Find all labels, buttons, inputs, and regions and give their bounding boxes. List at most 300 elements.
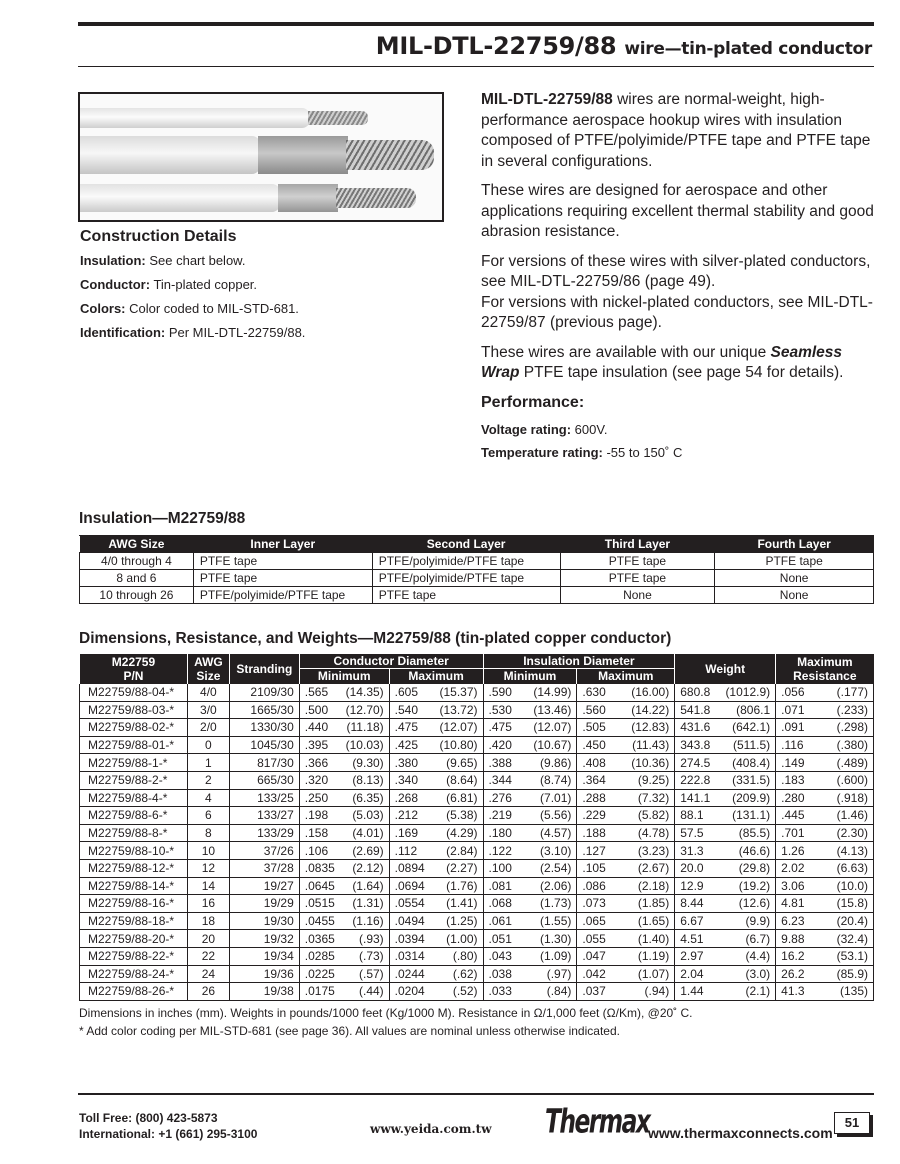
seamless-wrap-label: Seamless Wrap — [481, 343, 843, 381]
header-res-line2: Resistance — [793, 668, 857, 683]
construction-label: Colors: — [80, 301, 126, 316]
table-cell: 18 — [187, 912, 229, 930]
value-inch: 20.0 — [680, 861, 704, 876]
value-metric: (.177) — [836, 685, 868, 700]
table-cell: 2 — [187, 771, 229, 789]
value-inch: .0175 — [304, 984, 335, 999]
table-cell: 1045/30 — [229, 736, 299, 754]
value-metric: (.52) — [452, 984, 478, 999]
table-cell-pair — [483, 842, 577, 860]
table-cell: M22759/88-03-* — [80, 701, 188, 719]
insulation-cell: PTFE tape — [193, 553, 372, 570]
construction-identification — [80, 324, 460, 341]
value-inch: 6.67 — [680, 914, 704, 929]
value-metric: (.600) — [836, 773, 868, 788]
value-inch: .605 — [394, 685, 419, 700]
table-cell: 1 — [187, 754, 229, 772]
insulation-row — [80, 587, 874, 604]
value-metric: (29.8) — [738, 861, 771, 876]
value-inch: 26.2 — [781, 966, 805, 981]
value-inch: .268 — [394, 790, 419, 805]
table-cell-pair — [483, 947, 577, 965]
contact-phones — [79, 1110, 257, 1142]
table-cell-pair — [776, 947, 874, 965]
construction-heading: Construction Details — [80, 228, 237, 245]
table-cell: 24 — [187, 965, 229, 983]
table-cell: 19/34 — [229, 947, 299, 965]
value-inch: .183 — [781, 773, 805, 788]
value-metric: (331.5) — [732, 773, 771, 788]
table-cell-pair — [483, 736, 577, 754]
value-metric: (12.6) — [738, 896, 771, 911]
table-cell-pair — [483, 859, 577, 877]
table-cell-pair — [776, 771, 874, 789]
value-metric: (12.83) — [631, 720, 670, 735]
table-cell: M22759/88-01-* — [80, 736, 188, 754]
value-metric: (16.00) — [631, 685, 670, 700]
value-inch: .042 — [582, 966, 606, 981]
value-inch: .071 — [781, 702, 805, 717]
construction-conductor — [80, 276, 460, 293]
table-row — [80, 842, 874, 860]
intro-text — [481, 90, 876, 467]
value-metric: (1.85) — [637, 896, 670, 911]
insulation-title: Insulation—M22759/88 — [79, 510, 246, 527]
value-metric: (2.69) — [352, 843, 384, 858]
table-cell-pair — [675, 895, 776, 913]
table-cell-pair — [776, 684, 874, 702]
value-metric: (1.65) — [637, 914, 670, 929]
table-cell-pair — [776, 754, 874, 772]
value-inch: .530 — [488, 702, 512, 717]
value-inch: .366 — [304, 755, 329, 770]
construction-label: Conductor: — [80, 277, 151, 292]
value-metric: (4.4) — [745, 949, 771, 964]
table-cell: 1330/30 — [229, 719, 299, 737]
thermax-url[interactable]: www.thermaxconnects.com — [648, 1125, 833, 1141]
table-cell-pair — [299, 736, 389, 754]
value-inch: .219 — [488, 808, 512, 823]
table-cell: 2109/30 — [229, 684, 299, 702]
top-rule — [78, 22, 874, 26]
value-inch: .169 — [394, 826, 419, 841]
table-row — [80, 684, 874, 702]
value-inch: .188 — [582, 826, 606, 841]
value-metric: (1.73) — [540, 896, 572, 911]
value-metric: (6.7) — [745, 931, 771, 946]
table-cell-pair — [675, 947, 776, 965]
value-inch: .590 — [488, 685, 512, 700]
intro-silver-note: For versions of these wires with silver-plated conductors, see MIL-DTL-22759/86 (page 49). — [481, 252, 871, 290]
table-cell-pair — [483, 895, 577, 913]
value-inch: .340 — [394, 773, 419, 788]
value-metric: (6.63) — [836, 861, 868, 876]
value-metric: (53.1) — [836, 949, 868, 964]
value-inch: .033 — [488, 984, 512, 999]
value-inch: 2.02 — [781, 861, 805, 876]
value-metric: (5.38) — [446, 808, 478, 823]
value-inch: .127 — [582, 843, 606, 858]
table-cell-pair — [299, 930, 389, 948]
header-stranding: Stranding — [229, 654, 299, 684]
value-inch: 88.1 — [680, 808, 704, 823]
value-inch: .100 — [488, 861, 512, 876]
value-inch: .440 — [304, 720, 329, 735]
value-metric: (408.4) — [732, 755, 771, 770]
bottom-rule — [78, 1093, 874, 1095]
value-inch: .091 — [781, 720, 805, 735]
header-weight: Weight — [675, 654, 776, 684]
table-cell-pair — [389, 912, 483, 930]
construction-details — [80, 228, 460, 348]
value-inch: .055 — [582, 931, 606, 946]
table-cell-pair — [389, 895, 483, 913]
value-metric: (1.64) — [352, 878, 384, 893]
table-cell-pair — [299, 701, 389, 719]
value-inch: .043 — [488, 949, 512, 964]
table-cell-pair — [776, 895, 874, 913]
table-cell: 817/30 — [229, 754, 299, 772]
insulation-header: AWG Size — [80, 536, 194, 553]
value-inch: .0694 — [394, 878, 425, 893]
value-metric: (1.25) — [446, 914, 478, 929]
table-cell-pair — [389, 965, 483, 983]
insulation-cell: PTFE tape — [193, 570, 372, 587]
value-inch: .0835 — [304, 861, 335, 876]
table-cell-pair — [675, 912, 776, 930]
table-cell-pair — [577, 719, 675, 737]
value-inch: .0314 — [394, 949, 425, 964]
table-cell: M22759/88-22-* — [80, 947, 188, 965]
value-metric: (11.18) — [346, 720, 384, 735]
value-inch: 57.5 — [680, 826, 704, 841]
table-cell-pair — [389, 983, 483, 1001]
table-cell-pair — [675, 930, 776, 948]
table-cell-pair — [776, 701, 874, 719]
value-inch: .408 — [582, 755, 606, 770]
value-inch: .0894 — [394, 861, 425, 876]
value-inch: .0455 — [304, 914, 335, 929]
insulation-cell: PTFE/polyimide/PTFE tape — [372, 553, 560, 570]
value-metric: (15.37) — [439, 685, 478, 700]
header-resistance — [776, 654, 874, 684]
value-inch: .061 — [488, 914, 512, 929]
value-metric: (10.0) — [836, 878, 868, 893]
table-cell-pair — [675, 701, 776, 719]
intro-paragraph-4 — [481, 343, 876, 384]
table-cell-pair — [483, 684, 577, 702]
table-cell-pair — [675, 754, 776, 772]
table-cell-pair — [389, 877, 483, 895]
table-cell: M22759/88-6-* — [80, 807, 188, 825]
header-pn-line2: P/N — [123, 668, 144, 683]
table-cell: M22759/88-02-* — [80, 719, 188, 737]
table-cell-pair — [299, 807, 389, 825]
table-cell-pair — [577, 983, 675, 1001]
value-inch: 8.44 — [680, 896, 704, 911]
insulation-cell: 4/0 through 4 — [80, 553, 194, 570]
insulation-header: Fourth Layer — [715, 536, 874, 553]
table-cell-pair — [776, 912, 874, 930]
header-insulation-diameter: Insulation Diameter — [483, 654, 675, 669]
value-inch: .198 — [304, 808, 329, 823]
value-metric: (1.55) — [540, 914, 572, 929]
table-cell: 4 — [187, 789, 229, 807]
table-cell: 0 — [187, 736, 229, 754]
insulation-cell: PTFE tape — [560, 570, 715, 587]
value-inch: .475 — [488, 720, 512, 735]
value-inch: 680.8 — [680, 685, 711, 700]
value-metric: (2.30) — [836, 826, 868, 841]
value-inch: .445 — [781, 808, 805, 823]
value-inch: 6.23 — [781, 914, 805, 929]
value-metric: (1.19) — [637, 949, 670, 964]
value-metric: (1.40) — [637, 931, 670, 946]
intro-p4-post: PTFE tape insulation (see page 54 for details). — [519, 364, 844, 381]
value-inch: .0244 — [394, 966, 425, 981]
intro-paragraph-3 — [481, 252, 876, 334]
value-inch: .276 — [488, 790, 512, 805]
table-cell-pair — [776, 965, 874, 983]
value-inch: .395 — [304, 738, 329, 753]
table-cell-pair — [675, 789, 776, 807]
value-metric: (1.30) — [540, 931, 572, 946]
value-metric: (4.01) — [352, 826, 384, 841]
value-metric: (2.27) — [446, 861, 478, 876]
voltage-value: 600V. — [574, 422, 608, 437]
table-cell-pair — [299, 859, 389, 877]
value-inch: .073 — [582, 896, 606, 911]
note-units: Dimensions in inches (mm). Weights in pounds/1000 feet (Kg/1000 M). Resistance in Ω/1,000 feet (Ω/Km), @20˚ C. — [79, 1006, 693, 1020]
table-cell-pair — [483, 912, 577, 930]
value-metric: (5.82) — [637, 808, 670, 823]
table-cell: 19/27 — [229, 877, 299, 895]
page-title — [376, 32, 872, 60]
value-metric: (32.4) — [836, 931, 868, 946]
value-inch: .500 — [304, 702, 329, 717]
value-metric: (511.5) — [733, 738, 771, 753]
value-metric: (.380) — [836, 738, 868, 753]
table-cell-pair — [577, 771, 675, 789]
value-inch: .065 — [582, 914, 606, 929]
table-cell-pair — [389, 947, 483, 965]
table-cell: 14 — [187, 877, 229, 895]
value-inch: .180 — [488, 826, 512, 841]
wire-small-insulation — [80, 108, 310, 128]
table-row — [80, 824, 874, 842]
value-metric: (12.07) — [439, 720, 478, 735]
construction-insulation — [80, 252, 460, 269]
value-metric: (3.23) — [637, 843, 670, 858]
value-metric: (209.9) — [732, 790, 771, 805]
wire-large-conductor — [346, 140, 434, 170]
table-cell: 19/36 — [229, 965, 299, 983]
value-metric: (15.8) — [836, 896, 868, 911]
table-cell-pair — [776, 736, 874, 754]
value-inch: .056 — [781, 685, 805, 700]
table-cell-pair — [577, 736, 675, 754]
value-metric: (1.07) — [637, 966, 670, 981]
table-cell-pair — [389, 789, 483, 807]
intro-p1-text: wires are normal-weight, high-performance aerospace hookup wires with insulation composed of PTFE/polyimide/PTFE tape and PTFE tape in several configurations. — [481, 91, 871, 170]
table-cell: 133/27 — [229, 807, 299, 825]
table-cell-pair — [389, 807, 483, 825]
value-inch: 31.3 — [680, 843, 704, 858]
wire-large-inner-layer — [258, 136, 348, 174]
wire-photo — [78, 92, 444, 222]
value-inch: 12.9 — [680, 878, 704, 893]
table-cell: 133/25 — [229, 789, 299, 807]
construction-label: Identification: — [80, 325, 166, 340]
table-cell: M22759/88-24-* — [80, 965, 188, 983]
value-inch: 141.1 — [680, 790, 711, 805]
table-cell-pair — [577, 912, 675, 930]
table-cell-pair — [389, 719, 483, 737]
toll-free-phone: Toll Free: (800) 423-5873 — [79, 1111, 218, 1125]
insulation-header: Third Layer — [560, 536, 715, 553]
header-ins-max: Maximum — [577, 669, 675, 684]
temperature-rating — [481, 444, 876, 461]
table-cell-pair — [577, 930, 675, 948]
value-inch: 41.3 — [781, 984, 805, 999]
table-cell-pair — [675, 807, 776, 825]
value-metric: (46.6) — [738, 843, 771, 858]
value-metric: (.94) — [644, 984, 670, 999]
value-inch: .037 — [582, 984, 606, 999]
table-cell-pair — [577, 754, 675, 772]
value-inch: 431.6 — [680, 720, 711, 735]
value-metric: (13.46) — [533, 702, 572, 717]
header-res-line1: Maximum — [797, 654, 853, 669]
insulation-cell: None — [715, 570, 874, 587]
table-cell-pair — [675, 859, 776, 877]
value-inch: .086 — [582, 878, 606, 893]
table-cell-pair — [389, 930, 483, 948]
header-awg-line1: AWG — [194, 654, 223, 669]
value-metric: (2.84) — [446, 843, 478, 858]
value-inch: .105 — [582, 861, 606, 876]
value-inch: 2.04 — [680, 966, 704, 981]
title-sub: wire—tin-plated conductor — [624, 39, 872, 59]
dimensions-header-row-1 — [80, 654, 874, 669]
value-metric: (.489) — [836, 755, 868, 770]
table-cell: M22759/88-18-* — [80, 912, 188, 930]
value-metric: (10.67) — [533, 738, 572, 753]
value-metric: (3.10) — [540, 843, 572, 858]
value-inch: .425 — [394, 738, 419, 753]
value-metric: (20.4) — [836, 914, 868, 929]
value-metric: (1.16) — [352, 914, 384, 929]
table-cell-pair — [675, 684, 776, 702]
table-cell-pair — [299, 983, 389, 1001]
table-cell: 26 — [187, 983, 229, 1001]
table-cell-pair — [776, 877, 874, 895]
insulation-cell: PTFE/polyimide/PTFE tape — [372, 570, 560, 587]
header-ins-min: Minimum — [483, 669, 577, 684]
wire-medium-inner-layer — [278, 184, 338, 212]
table-cell: 6 — [187, 807, 229, 825]
value-inch: .112 — [394, 843, 418, 858]
value-metric: (12.70) — [345, 702, 384, 717]
table-cell: 10 — [187, 842, 229, 860]
table-cell-pair — [299, 842, 389, 860]
value-metric: (1012.9) — [725, 685, 771, 700]
table-cell: 37/26 — [229, 842, 299, 860]
value-inch: .0494 — [394, 914, 425, 929]
header-awg-line2: Size — [196, 668, 221, 683]
yeida-url[interactable]: www.yeida.com.tw — [370, 1122, 492, 1136]
header-cond-max: Maximum — [389, 669, 483, 684]
value-inch: 3.06 — [781, 878, 805, 893]
value-metric: (1.31) — [352, 896, 384, 911]
intro-nickel-note: For versions with nickel-plated conductors, see MIL-DTL-22759/87 (previous page). — [481, 293, 873, 331]
value-metric: (9.65) — [446, 755, 478, 770]
table-cell: 19/30 — [229, 912, 299, 930]
voltage-rating — [481, 421, 876, 438]
table-cell-pair — [389, 859, 483, 877]
title-rule — [78, 66, 874, 67]
table-cell: 133/29 — [229, 824, 299, 842]
value-metric: (19.2) — [738, 878, 771, 893]
value-metric: (6.81) — [446, 790, 478, 805]
page-number: 51 — [834, 1112, 870, 1134]
value-inch: .051 — [488, 931, 512, 946]
wire-medium-insulation — [80, 184, 280, 212]
table-cell-pair — [483, 983, 577, 1001]
table-cell-pair — [577, 895, 675, 913]
insulation-cell: 8 and 6 — [80, 570, 194, 587]
value-metric: (2.06) — [540, 878, 572, 893]
value-inch: .320 — [304, 773, 329, 788]
value-metric: (131.1) — [732, 808, 771, 823]
value-inch: 1.44 — [680, 984, 704, 999]
table-cell-pair — [483, 789, 577, 807]
value-inch: .450 — [582, 738, 606, 753]
title-main: MIL-DTL-22759/88 — [375, 32, 617, 60]
table-cell-pair — [389, 684, 483, 702]
value-inch: .212 — [394, 808, 419, 823]
table-cell-pair — [577, 859, 675, 877]
table-row — [80, 736, 874, 754]
value-metric: (1.41) — [446, 896, 478, 911]
value-inch: .505 — [582, 720, 606, 735]
table-cell-pair — [675, 719, 776, 737]
insulation-cell: 10 through 26 — [80, 587, 194, 604]
value-metric: (.233) — [836, 702, 868, 717]
table-row — [80, 859, 874, 877]
insulation-table — [79, 535, 874, 604]
table-cell-pair — [299, 789, 389, 807]
insulation-header: Inner Layer — [193, 536, 372, 553]
dimensions-title: Dimensions, Resistance, and Weights—M22759/88 (tin-plated copper conductor) — [79, 630, 672, 647]
table-cell-pair — [675, 983, 776, 1001]
value-inch: .288 — [582, 790, 606, 805]
table-cell-pair — [675, 824, 776, 842]
value-metric: (14.99) — [533, 685, 572, 700]
value-metric: (9.25) — [637, 773, 670, 788]
value-metric: (9.30) — [352, 755, 384, 770]
insulation-cell: PTFE tape — [372, 587, 560, 604]
value-metric: (7.01) — [540, 790, 572, 805]
value-metric: (.298) — [836, 720, 868, 735]
table-cell: 4/0 — [187, 684, 229, 702]
table-cell: 1665/30 — [229, 701, 299, 719]
insulation-cell: None — [715, 587, 874, 604]
value-metric: (9.9) — [745, 914, 771, 929]
value-inch: 2.97 — [680, 949, 704, 964]
value-inch: .0204 — [394, 984, 425, 999]
value-inch: 541.8 — [680, 702, 711, 717]
